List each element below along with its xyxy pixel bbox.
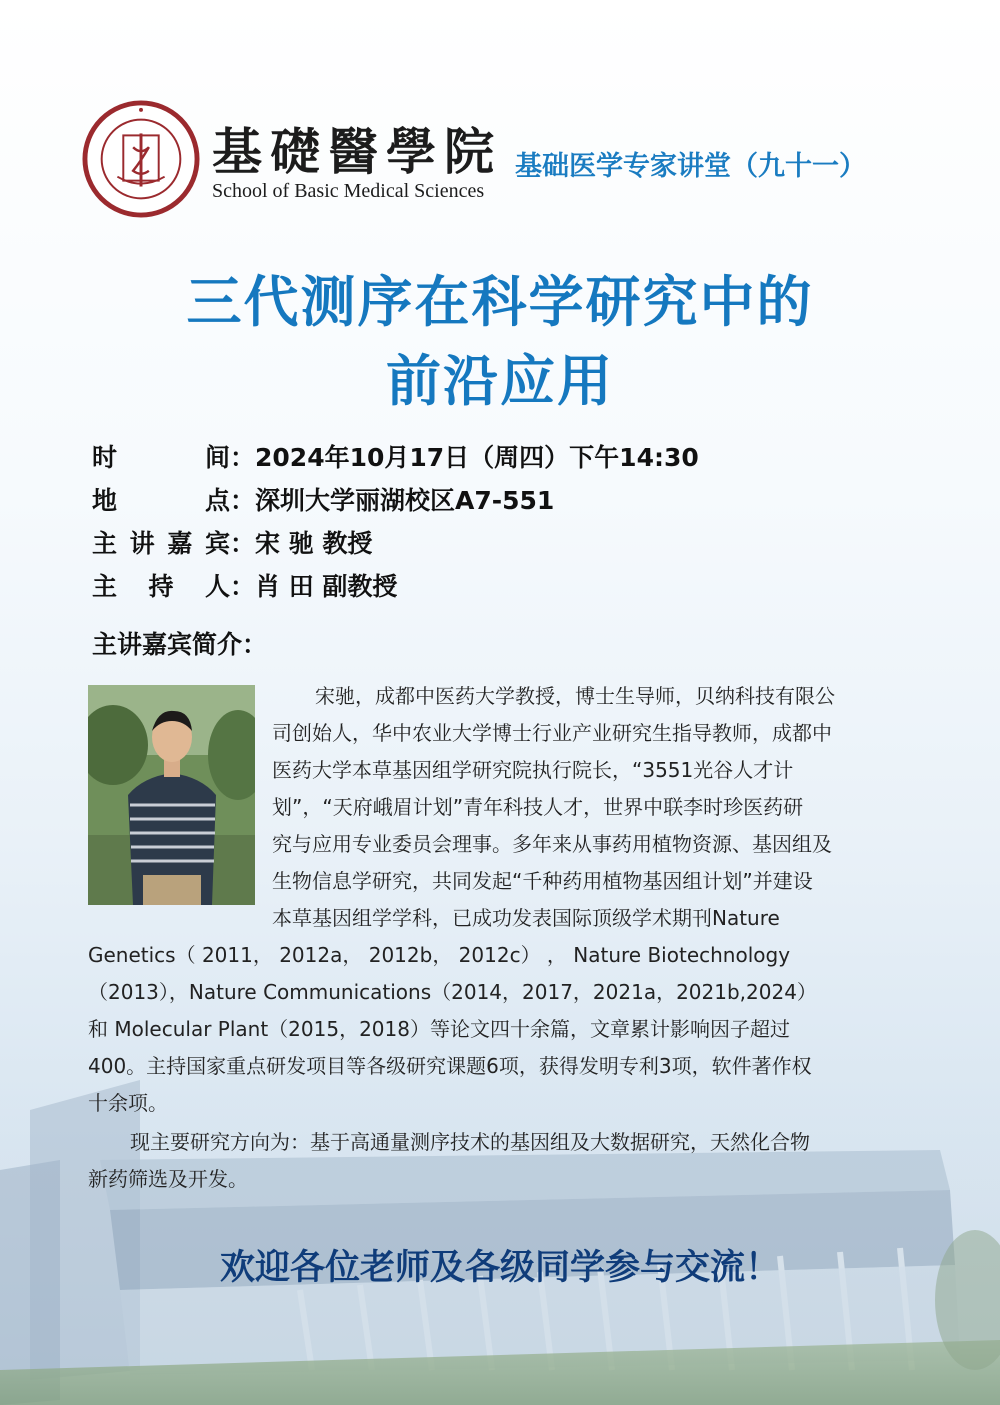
bio-line: 宋驰，成都中医药大学教授，博士生导师，贝纳科技有限公 <box>315 684 835 708</box>
info-value-time: 2024年10月17日（周四）下午14:30 <box>255 442 699 472</box>
label-char: 宾 <box>204 528 230 558</box>
info-value-location: 深圳大学丽湖校区A7-551 <box>255 485 555 515</box>
info-row-host <box>92 563 699 606</box>
info-row-location <box>92 477 699 520</box>
lecture-title-line-1: 三代测序在科学研究中的 <box>186 270 814 334</box>
school-seal-logo <box>82 100 200 218</box>
lecture-title-line-2: 前沿应用 <box>385 349 614 413</box>
info-colon: ： <box>230 442 256 472</box>
bio-line: 医药大学本草基因组学研究院执行院长，“3551光谷人才计 <box>272 758 794 782</box>
info-row-speaker <box>92 520 699 563</box>
label-char: 间 <box>204 442 230 472</box>
label-char: 讲 <box>129 528 155 558</box>
label-char: 持 <box>148 571 174 601</box>
label-char: 时 <box>92 442 118 472</box>
speaker-photo <box>88 685 255 905</box>
info-row-time <box>92 434 699 477</box>
label-char: 点 <box>204 485 230 515</box>
info-value-speaker: 宋 驰 教授 <box>255 528 373 558</box>
info-value-host: 肖 田 副教授 <box>255 571 398 601</box>
info-label-time <box>92 438 230 474</box>
bio-line: （2013），Nature Communications（2014，2017，2021a，2021b,2024） <box>88 980 817 1004</box>
label-char: 嘉 <box>167 528 193 558</box>
bio-line: 究与应用专业委员会理事。多年来从事药用植物资源、基因组及 <box>272 832 832 856</box>
event-info <box>92 434 699 606</box>
lecture-series-title: 基础医学专家讲堂（九十一） <box>515 151 866 182</box>
info-label-location <box>92 481 230 517</box>
bio-line: 现主要研究方向为：基于高通量测序技术的基因组及大数据研究，天然化合物 <box>130 1130 810 1154</box>
school-name-english: School of Basic Medical Sciences <box>212 180 485 202</box>
bio-line: 十余项。 <box>88 1091 168 1115</box>
info-colon: ： <box>230 528 256 558</box>
speaker-intro-heading: 主讲嘉宾简介： <box>92 630 268 659</box>
school-name-chinese: 基礎醫學院 <box>212 122 502 181</box>
label-char: 主 <box>92 571 118 601</box>
bio-line: 新药筛选及开发。 <box>88 1167 248 1191</box>
bio-line: 本草基因组学学科，已成功发表国际顶级学术期刊Nature <box>272 906 780 930</box>
info-colon: ： <box>230 571 256 601</box>
bio-line: 司创始人，华中农业大学博士行业产业研究生指导教师，成都中 <box>272 721 832 745</box>
label-char: 人 <box>204 571 230 601</box>
label-char: 主 <box>92 528 118 558</box>
info-label-speaker <box>92 524 230 560</box>
bio-line: 和 Molecular Plant（2015，2018）等论文四十余篇，文章累计影响因子超过 <box>88 1017 790 1041</box>
info-colon: ： <box>230 485 256 515</box>
bio-line: 生物信息学研究，共同发起“千种药用植物基因组计划”并建设 <box>272 869 813 893</box>
info-label-host <box>92 567 230 603</box>
bio-line: 400。主持国家重点研发项目等各级研究课题6项，获得发明专利3项，软件著作权 <box>88 1054 812 1078</box>
bio-line: 划”，“天府峨眉计划”青年科技人才，世界中联李时珍医药研 <box>272 795 804 819</box>
label-char: 地 <box>92 485 118 515</box>
welcome-message: 欢迎各位老师及各级同学参与交流！ <box>219 1248 780 1288</box>
bio-line: Genetics（ 2011， 2012a， 2012b， 2012c） ， Nature Biotechnology <box>88 943 791 967</box>
